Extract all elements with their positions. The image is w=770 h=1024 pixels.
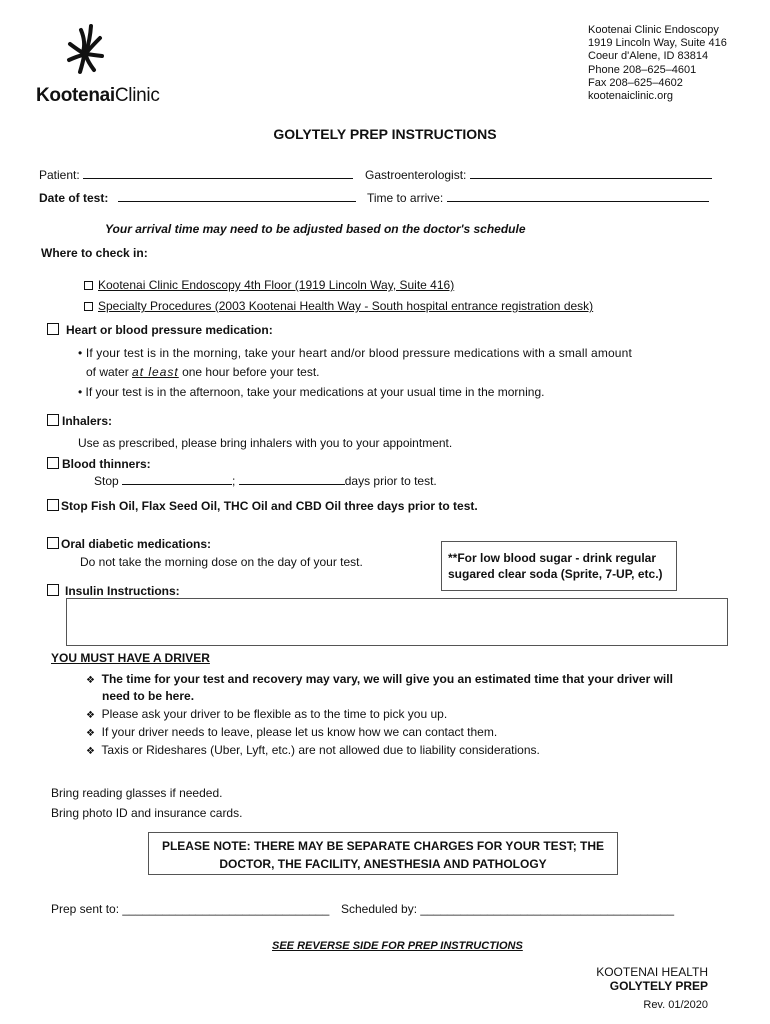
- fish-oil-row[interactable]: Stop Fish Oil, Flax Seed Oil, THC Oil and CBD Oil three days prior to test.: [47, 499, 478, 513]
- clinic-website: kootenaiclinic.org: [588, 90, 673, 103]
- reverse-side-note: SEE REVERSE SIDE FOR PREP INSTRUCTIONS: [272, 940, 523, 952]
- date-label: Date of test:: [39, 191, 109, 205]
- patient-field[interactable]: [39, 168, 353, 182]
- clinic-address-block: [588, 24, 727, 103]
- insulin-heading[interactable]: Insulin Instructions:: [47, 584, 180, 598]
- driver-bullet-2: ❖ Please ask your driver to be flexible as to the time to pick you up.: [86, 707, 448, 721]
- scheduled-by-field[interactable]: Scheduled by: ______________________________________: [341, 902, 674, 916]
- driver-bullet-1-cont: need to be here.: [102, 689, 195, 703]
- clinic-phone: Phone 208–625–4601: [588, 63, 697, 76]
- heart-bullet-1-cont: of water at least one hour before your test.: [86, 365, 320, 379]
- diamond-bullet-icon: ❖: [86, 728, 95, 739]
- patient-label: Patient:: [39, 168, 80, 182]
- diamond-bullet-icon: ❖: [86, 710, 95, 721]
- thinners-days-line[interactable]: [239, 483, 345, 485]
- checkbox[interactable]: [47, 323, 59, 335]
- prep-sent-field[interactable]: Prep sent to: _______________________________: [51, 902, 330, 916]
- diabetic-heading[interactable]: Oral diabetic medications:: [47, 537, 211, 551]
- checkbox[interactable]: [47, 537, 59, 549]
- low-blood-sugar-note: **For low blood sugar - drink regular sugared clear soda (Sprite, 7-UP, etc.): [441, 541, 677, 591]
- diamond-bullet-icon: ❖: [86, 675, 95, 686]
- checkbox[interactable]: [47, 457, 59, 469]
- thinners-med-line[interactable]: [122, 483, 232, 485]
- driver-bullet-1: ❖ The time for your test and recovery may vary, we will give you an estimated time that your driver will: [86, 672, 673, 686]
- driver-bullet-4: ❖ Taxis or Rideshares (Uber, Lyft, etc.) are not allowed due to liability considerations.: [86, 743, 540, 757]
- checkin-heading: Where to check in:: [41, 246, 148, 260]
- arrive-label: Time to arrive:: [367, 191, 444, 205]
- bring-id: Bring photo ID and insurance cards.: [51, 806, 243, 820]
- gastro-label: Gastroenterologist:: [365, 168, 467, 182]
- arrive-field[interactable]: [367, 191, 709, 205]
- page-title: GOLYTELY PREP INSTRUCTIONS: [273, 126, 497, 142]
- date-field[interactable]: [39, 191, 356, 205]
- inhalers-heading[interactable]: Inhalers:: [47, 414, 112, 428]
- inhalers-text: Use as prescribed, please bring inhalers with you to your appointment.: [78, 436, 453, 450]
- checkbox[interactable]: [47, 499, 59, 511]
- footer-block: [596, 965, 708, 1011]
- clinic-fax: Fax 208–625–4602: [588, 76, 683, 89]
- heart-bullet-2: • If your test is in the afternoon, take your medications at your usual time in the morning.: [78, 385, 545, 399]
- patient-line[interactable]: [83, 177, 353, 179]
- checkbox[interactable]: [84, 302, 93, 311]
- logo-mark-icon: [36, 22, 156, 84]
- bring-glasses: Bring reading glasses if needed.: [51, 786, 223, 800]
- diamond-bullet-icon: ❖: [86, 746, 95, 757]
- charges-notice: PLEASE NOTE: THERE MAY BE SEPARATE CHARGES FOR YOUR TEST; THE DOCTOR, THE FACILITY, ANESTHESIA AND PATHOLOGY: [148, 832, 618, 875]
- gastro-line[interactable]: [470, 177, 712, 179]
- diabetic-text: Do not take the morning dose on the day of your test.: [80, 555, 363, 569]
- thinners-heading[interactable]: Blood thinners:: [47, 457, 151, 471]
- checkbox[interactable]: [47, 584, 59, 596]
- driver-bullet-3: ❖ If your driver needs to leave, please let us know how we can contact them.: [86, 725, 498, 739]
- insulin-instructions-box[interactable]: [66, 598, 728, 646]
- checkin-option-1[interactable]: Kootenai Clinic Endoscopy 4th Floor (1919 Lincoln Way, Suite 416): [84, 278, 454, 292]
- heart-bullet-1: • If your test is in the morning, take your heart and/or blood pressure medications with a small amount: [78, 346, 632, 360]
- logo-wordmark: KootenaiClinic: [36, 85, 160, 106]
- arrive-line[interactable]: [447, 200, 709, 202]
- clinic-city: Coeur d'Alene, ID 83814: [588, 50, 709, 63]
- driver-heading: YOU MUST HAVE A DRIVER: [51, 651, 210, 665]
- clinic-street: 1919 Lincoln Way, Suite 416: [588, 37, 727, 50]
- clinic-name: Kootenai Clinic Endoscopy: [588, 24, 719, 36]
- checkbox[interactable]: [47, 414, 59, 426]
- gastro-field[interactable]: [365, 168, 712, 182]
- footer-rev: Rev. 01/2020: [643, 999, 708, 1011]
- arrival-note: Your arrival time may need to be adjusted based on the doctor's schedule: [105, 222, 526, 236]
- thinners-stop-row[interactable]: Stop ; days prior to test.: [94, 474, 437, 488]
- checkin-option-2[interactable]: Specialty Procedures (2003 Kootenai Health Way - South hospital entrance registration desk): [84, 299, 593, 313]
- heart-heading[interactable]: Heart or blood pressure medication:: [47, 323, 273, 337]
- checkbox[interactable]: [84, 281, 93, 290]
- date-line[interactable]: [118, 200, 356, 202]
- footer-prep: GOLYTELY PREP: [609, 979, 708, 993]
- footer-org: KOOTENAI HEALTH: [596, 965, 708, 979]
